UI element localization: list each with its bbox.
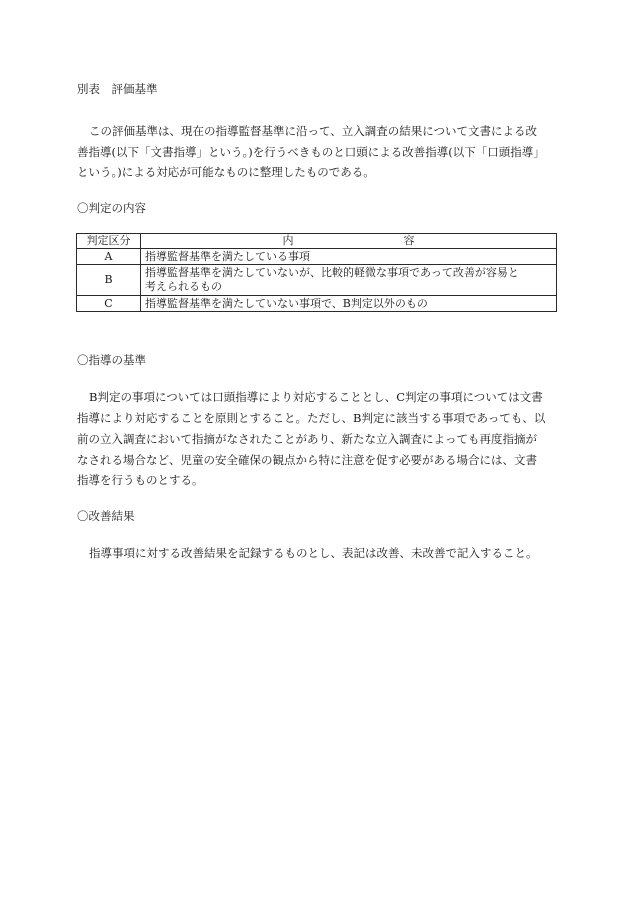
section-heading-result: 〇改善結果 [77,509,135,523]
row-b-content-line-2: 考えられるもの [145,280,222,293]
row-b-category: B [77,265,141,296]
row-a-content: 指導監督基準を満たしている事項 [141,249,557,265]
row-b-content [141,265,557,296]
header-category: 判定区分 [77,234,141,249]
header-content-part2: 容 [403,234,415,248]
guidance-line-1: B判定の事項については口頭指導により対応することとし、C判定の事項については文書 [89,390,543,404]
section-heading-judgement: 〇判定の内容 [77,201,146,215]
result-line: 指導事項に対する改善結果を記録するものとし、表記は改善、未改善で記入すること。 [89,546,538,560]
header-content-part1: 内 [282,234,294,248]
guidance-line-5: 指導を行うものとする。 [77,473,204,487]
header-content [141,234,557,249]
intro-line-2: 善指導(以下「文書指導」という。)を行うべきものと口頭による改善指導(以下「口頭指導」 [77,145,545,159]
guidance-line-2: 指導により対応することを原則とすること。ただし、B判定に該当する事項であっても、以 [77,411,546,425]
row-c-content: 指導監督基準を満たしていない事項で、B判定以外のもの [141,296,557,312]
guidance-line-3: 前の立入調査において指摘がなされたことがあり、新たな立入調査によっても再度指摘が [77,432,537,446]
intro-line-3: という。)による対応が可能なものに整理したものである。 [77,165,375,179]
row-b-content-line-1: 指導監督基準を満たしていないが、比較的軽微な事項であって改善が容易と [145,266,519,280]
guidance-line-4: なされる場合など、児童の安全確保の観点から特に注意を促す必要がある場合には、文書 [77,453,537,467]
table-row [77,296,557,312]
intro-line-1: この評価基準は、現在の指導監督基準に沿って、立入調査の結果について文書による改 [89,124,538,138]
table-header-row [77,234,557,249]
document-title: 別表 評価基準 [77,82,158,96]
row-a-category: A [77,249,141,265]
table-row [77,265,557,296]
section-heading-guidance: 〇指導の基準 [77,353,146,367]
row-c-category: C [77,296,141,312]
table-row [77,249,557,265]
judgement-table [76,233,557,312]
